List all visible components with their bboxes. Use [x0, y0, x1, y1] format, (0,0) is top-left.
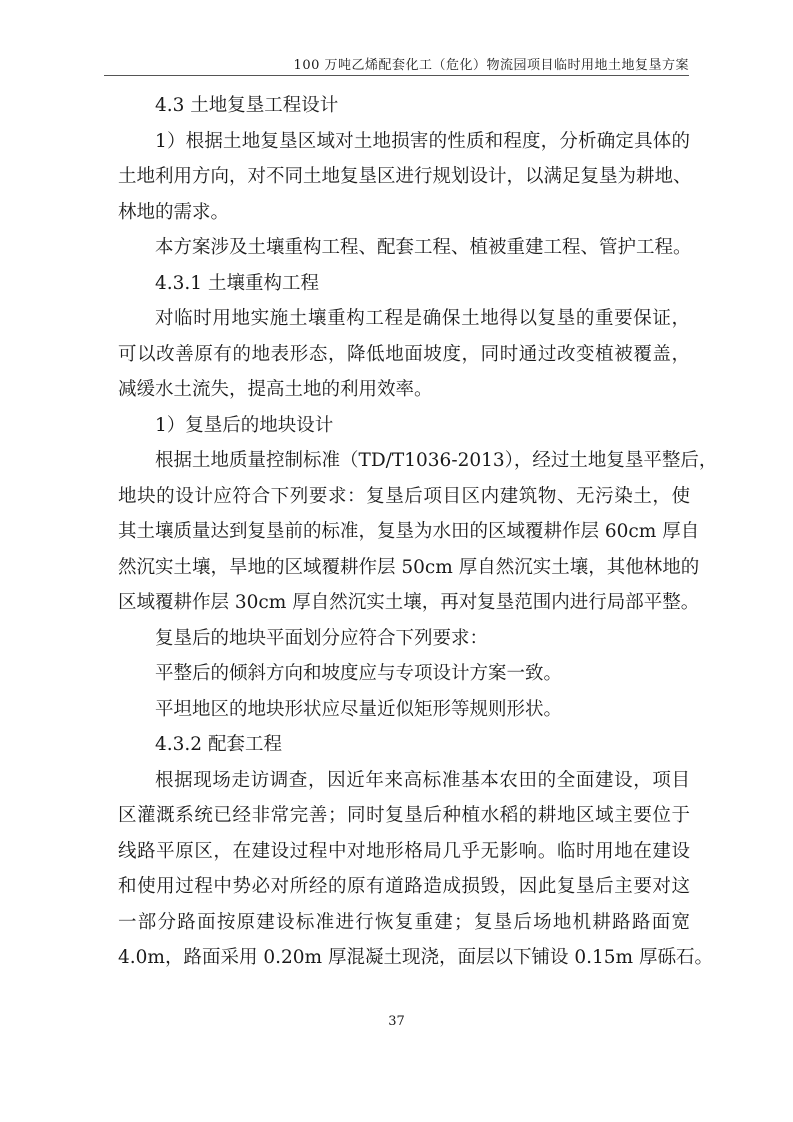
paragraph-line: 可以改善原有的地表形态，降低地面坡度，同时通过改变植被覆盖，: [118, 343, 690, 365]
paragraph-soil-reconstruction: [118, 301, 690, 408]
paragraph-plot-division: 复垦后的地块平面划分应符合下列要求：: [155, 627, 489, 649]
paragraph-line: 林地的需求。: [118, 201, 230, 223]
page-number: 37: [388, 1014, 405, 1029]
paragraph-line: 和使用过程中势必对所经的原有道路造成损毁，因此复垦后主要对这: [118, 876, 690, 897]
paragraph-line: 减缓水土流失，提高土地的利用效率。: [118, 379, 433, 400]
paragraph-line: 土地利用方向，对不同土地复垦区进行规划设计，以满足复垦为耕地、: [118, 166, 692, 187]
header-rule: [104, 75, 689, 76]
paragraph-line: 区灌溉系统已经非常完善；同时复垦后种植水稻的耕地区域主要位于: [118, 805, 690, 826]
paragraph-slope: 平整后的倾斜方向和坡度应与专项设计方案一致。: [155, 663, 563, 684]
paragraph-shape: 平坦地区的地块形状应尽量近似矩形等规则形状。: [155, 698, 563, 720]
paragraph-scope: 本方案涉及土壤重构工程、配套工程、植被重建工程、管护工程。: [155, 237, 692, 258]
paragraph-line: 对临时用地实施土壤重构工程是确保土地得以复垦的重要保证，: [155, 308, 690, 329]
paragraph-line: 1）根据土地复垦区域对土地损害的性质和程度，分析确定具体的: [155, 130, 690, 152]
paragraph-line: 根据土地质量控制标准（TD/T1036-2013），经过土地复垦平整后，: [155, 450, 718, 471]
section-heading: 4.3 土地复垦工程设计: [155, 95, 339, 116]
document-body: [118, 88, 718, 976]
paragraph-line: 其土壤质量达到复垦前的标准，复垦为水田的区域覆耕作层 60cm 厚自: [118, 521, 700, 542]
item-heading-plot-design: 1）复垦后的地块设计: [155, 414, 334, 436]
paragraph-plot-standards: [118, 443, 718, 621]
running-header: 100 万吨乙烯配套化工（危化）物流园项目临时用地土地复垦方案: [293, 58, 689, 73]
paragraph-line: 根据现场走访调查，因近年来高标准基本农田的全面建设，项目: [155, 769, 690, 791]
paragraph-supporting-works: [118, 763, 713, 976]
paragraph-line: 然沉实土壤，旱地的区域覆耕作层 50cm 厚自然沉实土壤，其他林地的: [118, 556, 700, 578]
paragraph-line: 地块的设计应符合下列要求：复垦后项目区内建筑物、无污染土，使: [118, 485, 690, 507]
subsection-heading-soil: 4.3.1 土壤重构工程: [155, 272, 319, 294]
paragraph-line: 区域覆耕作层 30cm 厚自然沉实土壤，再对复垦范围内进行局部平整。: [118, 592, 700, 613]
paragraph-line: 4.0m，路面采用 0.20m 厚混凝土现浇，面层以下铺设 0.15m 厚砾石。: [118, 947, 713, 968]
paragraph-line: 一部分路面按原建设标准进行恢复重建；复垦后场地机耕路路面宽: [118, 911, 690, 933]
subsection-heading-supporting: 4.3.2 配套工程: [155, 734, 282, 755]
paragraph-line: 线路平原区，在建设过程中对地形格局几乎无影响。临时用地在建设: [118, 840, 690, 862]
paragraph-requirements: [118, 124, 690, 231]
